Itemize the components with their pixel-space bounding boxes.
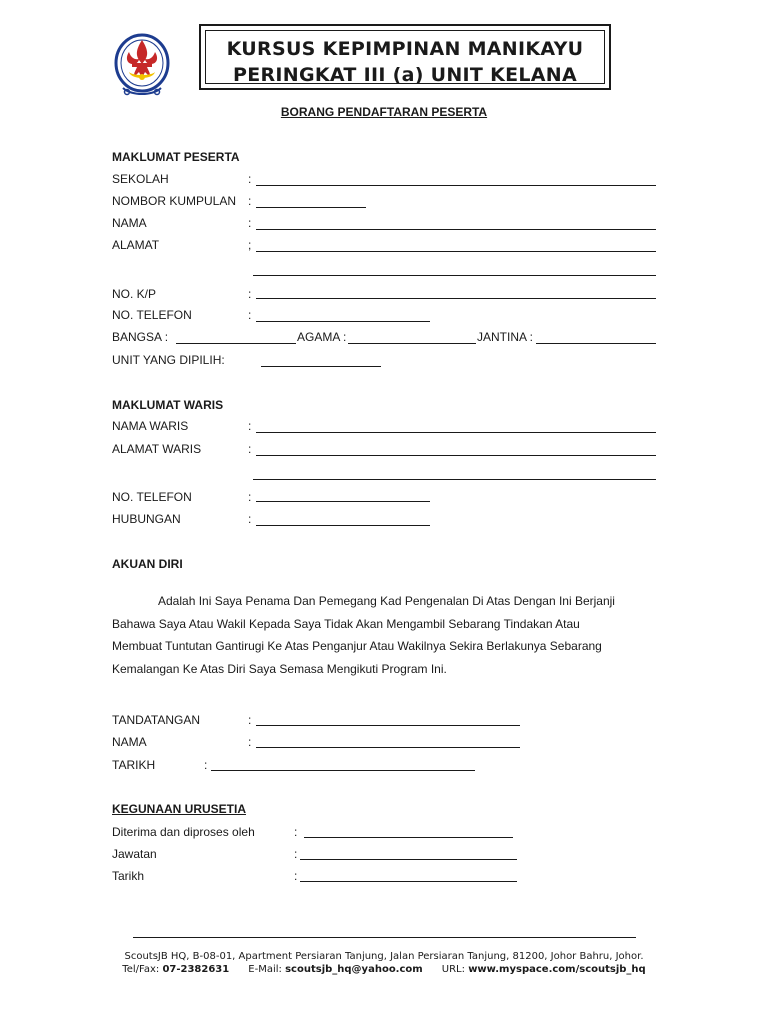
colon: : — [248, 419, 252, 433]
label-jantina: JANTINA : — [477, 330, 534, 344]
fleur-de-lis-icon — [113, 30, 171, 100]
colon: : — [248, 194, 252, 208]
footer-address: ScoutsJB HQ, B-08-01, Apartment Persiaran Tanjung, Jalan Persiaran Tanjung, 81200, Johor Bahru, Johor. — [124, 951, 644, 962]
declaration-line: Membuat Tuntutan Gantirugi Ke Atas Penganjur Atau Wakilnya Sekira Berlakunya Sebarang — [112, 639, 602, 653]
footer-url-label: URL: — [441, 964, 465, 975]
field-jantina[interactable] — [536, 343, 656, 344]
label-no-telefon: NO. TELEFON — [112, 308, 192, 322]
colon: : — [248, 512, 252, 526]
colon: : — [248, 287, 252, 301]
label-jawatan: Jawatan — [112, 847, 157, 861]
label-unit-dipilih: UNIT YANG DIPILIH: — [112, 353, 225, 367]
colon: : — [248, 713, 252, 727]
field-bangsa[interactable] — [176, 343, 296, 344]
field-no-telefon[interactable] — [256, 321, 430, 322]
label-nama-pengakuan: NAMA — [112, 735, 147, 749]
field-tarikh[interactable] — [211, 770, 475, 771]
field-hubungan[interactable] — [256, 525, 430, 526]
field-tarikh-urusetia[interactable] — [300, 881, 517, 882]
footer-contact — [0, 964, 768, 975]
field-nama[interactable] — [256, 229, 656, 230]
label-nama-waris: NAMA WARIS — [112, 419, 189, 433]
field-agama[interactable] — [348, 343, 476, 344]
colon: : — [294, 847, 298, 861]
label-nombor-kumpulan: NOMBOR KUMPULAN — [112, 194, 237, 208]
declaration-line: Adalah Ini Saya Penama Dan Pemegang Kad Pengenalan Di Atas Dengan Ini Berjanji — [158, 594, 615, 608]
field-nama-pengakuan[interactable] — [256, 747, 520, 748]
form-title: BORANG PENDAFTARAN PESERTA — [280, 105, 488, 119]
label-bangsa: BANGSA : — [112, 330, 169, 344]
label-no-telefon-waris: NO. TELEFON — [112, 490, 192, 504]
field-alamat-waris-line2[interactable] — [253, 479, 656, 480]
colon: : — [248, 172, 252, 186]
field-no-telefon-waris[interactable] — [256, 501, 430, 502]
label-alamat-waris: ALAMAT WARIS — [112, 442, 202, 456]
colon: : — [248, 735, 252, 749]
declaration-paragraph — [112, 590, 657, 680]
section-heading-waris: MAKLUMAT WARIS — [112, 398, 224, 412]
label-sekolah: SEKOLAH — [112, 172, 169, 186]
colon: : — [294, 869, 298, 883]
field-nombor-kumpulan[interactable] — [256, 207, 366, 208]
label-agama: AGAMA : — [297, 330, 347, 344]
label-hubungan: HUBUNGAN — [112, 512, 181, 526]
footer-email-label: E-Mail: — [248, 964, 282, 975]
colon: : — [248, 216, 252, 230]
course-title-box — [199, 24, 611, 90]
footer-email-link[interactable]: scoutsjb_hq@yahoo.com — [285, 964, 423, 975]
label-tandatangan: TANDATANGAN — [112, 713, 201, 727]
field-nama-waris[interactable] — [256, 432, 656, 433]
footer-telfax: 07-2382631 — [162, 964, 230, 975]
field-alamat-waris-line1[interactable] — [256, 455, 656, 456]
label-diterima: Diterima dan diproses oleh — [112, 825, 255, 839]
colon: ; — [248, 238, 252, 252]
field-unit-dipilih[interactable] — [261, 366, 381, 367]
label-nama: NAMA — [112, 216, 147, 230]
footer-url-link[interactable]: www.myspace.com/scoutsjb_hq — [468, 964, 646, 975]
label-tarikh-urusetia: Tarikh — [112, 869, 145, 883]
field-diterima[interactable] — [304, 837, 513, 838]
colon: : — [248, 308, 252, 322]
declaration-line: Bahawa Saya Atau Wakil Kepada Saya Tidak Akan Mengambil Sebarang Tindakan Atau — [112, 616, 580, 631]
section-heading-peserta: MAKLUMAT PESERTA — [112, 150, 240, 164]
field-alamat-line1[interactable] — [256, 251, 656, 252]
colon: : — [294, 825, 298, 839]
section-heading-akuan: AKUAN DIRI — [112, 557, 183, 571]
colon: : — [248, 490, 252, 504]
label-alamat: ALAMAT — [112, 238, 160, 252]
field-alamat-line2[interactable] — [253, 275, 656, 276]
label-tarikh: TARIKH — [112, 758, 156, 772]
footer-telfax-label: Tel/Fax: — [122, 964, 160, 975]
field-no-kp[interactable] — [256, 298, 656, 299]
field-tandatangan[interactable] — [256, 725, 520, 726]
field-jawatan[interactable] — [300, 859, 517, 860]
course-subtitle: PERINGKAT III (a) UNIT KELANA — [232, 64, 578, 86]
label-no-kp: NO. K/P — [112, 287, 157, 301]
declaration-line: Kemalangan Ke Atas Diri Saya Semasa Mengikuti Program Ini. — [112, 661, 447, 676]
footer-divider — [133, 937, 636, 938]
scout-emblem-logo — [113, 30, 171, 100]
field-sekolah[interactable] — [256, 185, 656, 186]
course-title: KURSUS KEPIMPINAN MANIKAYU — [226, 38, 584, 60]
section-heading-urusetia: KEGUNAAN URUSETIA — [112, 802, 247, 816]
colon: : — [204, 758, 208, 772]
colon: : — [248, 442, 252, 456]
